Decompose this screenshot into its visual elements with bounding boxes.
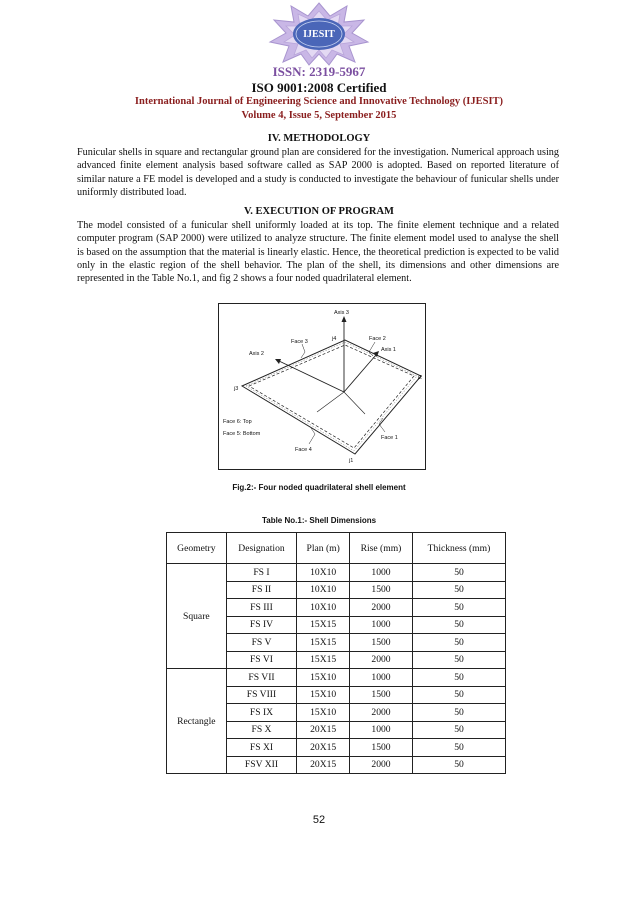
shell-dimensions-table [166,532,506,774]
face-6-label: Face 6: Top [223,419,252,425]
journal-logo [252,2,386,66]
thickness-cell: 50 [412,721,505,739]
shell-element-diagram [219,304,425,469]
joint-j2-label: j2 [417,375,422,381]
axis-2-line [279,361,344,392]
designation-cell: FS II [226,581,297,599]
page-number: 52 [312,814,326,826]
plan-cell: 15X15 [297,634,350,652]
header-designation: Designation [226,533,297,564]
axis-3-arrow [342,316,347,322]
header-geometry: Geometry [167,533,227,564]
rise-cell: 1500 [350,739,413,757]
face-5-label: Face 5: Bottom [223,431,261,437]
thickness-cell: 50 [412,599,505,617]
figure-caption: Fig.2:- Four noded quadrilateral shell element [232,483,406,492]
section-title-methodology: IV. METHODOLOGY [267,133,371,144]
thickness-cell: 50 [412,686,505,704]
thickness-cell: 50 [412,651,505,669]
volume-issue: Volume 4, Issue 5, September 2015 [241,110,397,121]
axis-3-label: Axis 3 [334,310,349,316]
thickness-cell: 50 [412,669,505,687]
plan-cell: 15X10 [297,686,350,704]
joint-j4-label: j4 [332,336,337,342]
face-4-label: Face 4 [295,447,312,453]
plan-cell: 15X10 [297,704,350,722]
thickness-cell: 50 [412,756,505,774]
designation-cell: FS IV [226,616,297,634]
designation-cell: FS V [226,634,297,652]
table-row [167,564,506,582]
designation-cell: FS VI [226,651,297,669]
thickness-cell: 50 [412,634,505,652]
plan-cell: 15X15 [297,616,350,634]
joint-j3-label: j3 [234,386,239,392]
face-3-label: Face 3 [291,339,308,345]
rise-cell: 1500 [350,686,413,704]
header-rise: Rise (mm) [350,533,413,564]
geometry-rectangle: Rectangle [167,669,227,774]
plan-cell: 20X15 [297,756,350,774]
table-header-row [167,533,506,564]
rise-cell: 1000 [350,721,413,739]
table-row [167,669,506,687]
face-1-label: Face 1 [381,435,398,441]
thickness-cell: 50 [412,704,505,722]
rise-cell: 2000 [350,756,413,774]
issn: ISSN: 2319-5967 [272,64,366,79]
section-title-execution: V. EXECUTION OF PROGRAM [244,206,394,217]
rise-cell: 1000 [350,616,413,634]
rise-cell: 1000 [350,669,413,687]
face4-leader [309,428,315,444]
axis-diag-line [344,392,365,414]
thickness-cell: 50 [412,739,505,757]
axis-diag-line-2 [317,392,344,412]
face-2-label: Face 2 [369,336,386,342]
designation-cell: FS X [226,721,297,739]
rise-cell: 1000 [350,564,413,582]
table-caption: Table No.1:- Shell Dimensions [261,516,377,525]
thickness-cell: 50 [412,616,505,634]
rise-cell: 2000 [350,704,413,722]
plan-cell: 10X10 [297,599,350,617]
face3-leader [301,344,305,358]
thickness-cell: 50 [412,564,505,582]
designation-cell: FS I [226,564,297,582]
thickness-cell: 50 [412,581,505,599]
designation-cell: FS III [226,599,297,617]
plan-cell: 20X15 [297,739,350,757]
plan-cell: 15X10 [297,669,350,687]
rise-cell: 1500 [350,634,413,652]
header-plan: Plan (m) [297,533,350,564]
rise-cell: 2000 [350,651,413,669]
iso-certification: ISO 9001:2008 Certified [251,80,387,95]
axis-2-label: Axis 2 [249,351,264,357]
axis-1-line [344,363,369,392]
plan-cell: 10X10 [297,581,350,599]
axis-1-label: Axis 1 [381,347,396,353]
header-thickness: Thickness (mm) [412,533,505,564]
figure-shell-element [218,303,426,470]
journal-name: International Journal of Engineering Science and Innovative Technology (IJESIT) [134,96,504,107]
designation-cell: FS VIII [226,686,297,704]
designation-cell: FS VII [226,669,297,687]
plan-cell: 20X15 [297,721,350,739]
plan-cell: 10X10 [297,564,350,582]
joint-j1-label: j1 [349,458,354,464]
methodology-paragraph: Funicular shells in square and rectangular ground plan are considered for the investigation. Numerical approach using advanced finite element analysis based software called as SAP 2000 is adopted. Based on reported literature of similar nature a FE model is developed and a study is conducted to investigate the behaviour of funicular shells under uniformly distributed load. [77,147,559,198]
rise-cell: 2000 [350,599,413,617]
designation-cell: FS IX [226,704,297,722]
rise-cell: 1500 [350,581,413,599]
designation-cell: FSV XII [226,756,297,774]
plan-cell: 15X15 [297,651,350,669]
execution-paragraph: The model consisted of a funicular shell uniformly loaded at its top. The finite element technique and a related computer program (SAP 2000) were utilized to analyze structure. The finite element model used to analyse the shell is based on the assumption that the material is linearly elastic. Hence, the theoretical prediction is expected to be valid only in the elastic region of the shell behavior. The plan of the shell, its dimensions and other dimensions are represented in the Table No.1, and fig 2 shows a four noded quadrilateral element. [77,220,559,285]
geometry-square: Square [167,564,227,669]
logo-text: IJESIT [303,29,335,40]
designation-cell: FS XI [226,739,297,757]
